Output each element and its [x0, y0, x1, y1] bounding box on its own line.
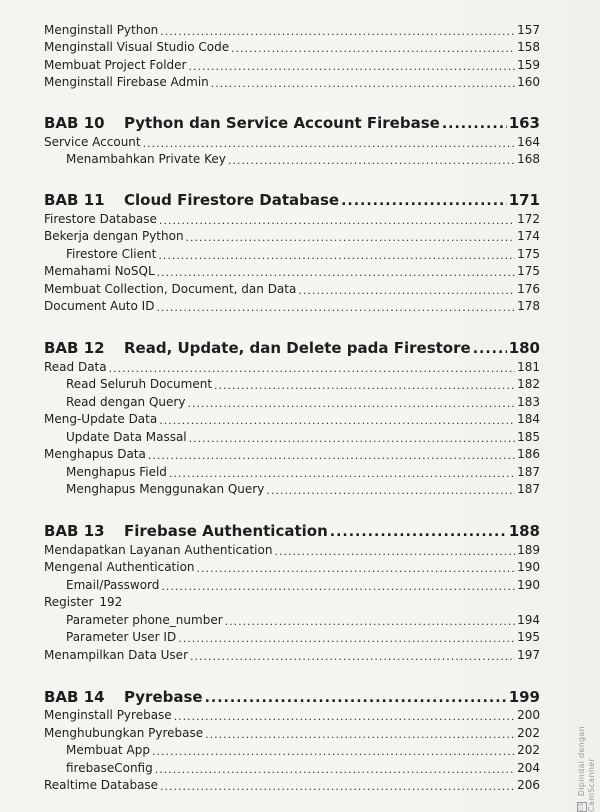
toc-subentry[interactable]	[44, 244, 540, 262]
entry-page: 206	[517, 778, 540, 792]
toc-entry[interactable]	[44, 445, 540, 463]
leader-dots	[330, 524, 507, 540]
entry-title: Menampilkan Data User	[44, 647, 188, 662]
entry-title: Menghapus Data	[44, 447, 146, 461]
toc-subentry[interactable]	[44, 610, 540, 628]
entry-title: Firestore Database	[44, 211, 157, 226]
leader-dots	[109, 362, 515, 375]
entry-page: 168	[517, 152, 540, 166]
entry-title: Membuat Project Folder	[44, 57, 187, 72]
entry-title: Parameter phone_number	[66, 612, 223, 627]
toc-subentry[interactable]	[44, 392, 540, 410]
entry-title: Meng-Update Data	[44, 412, 158, 426]
toc-subentry[interactable]	[44, 758, 540, 776]
chapter-label: BAB 12	[44, 339, 105, 357]
leader-dots	[189, 432, 515, 445]
leader-dots	[187, 397, 515, 410]
leader-dots	[160, 25, 515, 38]
toc-subentry[interactable]	[44, 462, 540, 480]
toc-entry[interactable]	[44, 723, 540, 741]
leader-dots	[228, 154, 515, 167]
toc-entry[interactable]	[44, 645, 540, 663]
entry-page: 184	[517, 412, 540, 426]
entry-title: Document Auto ID	[44, 299, 155, 313]
leader-dots	[152, 745, 515, 758]
entry-page: 197	[517, 647, 540, 662]
toc-subentry[interactable]	[44, 150, 540, 168]
entry-title: Menginstall Firebase Admin	[44, 75, 209, 89]
entry-title: Read Data	[44, 359, 107, 374]
spacer	[44, 90, 540, 110]
leader-dots	[225, 615, 515, 628]
leader-dots	[214, 379, 515, 392]
entry-title: Menginstall Visual Studio Code	[44, 40, 230, 54]
toc-entry[interactable]	[44, 55, 540, 73]
leader-dots	[159, 414, 515, 427]
entry-title: firebaseConfig	[66, 760, 153, 775]
watermark-text: Dipindai dengan CamScanner	[577, 726, 596, 812]
entry-page: 158	[517, 40, 540, 54]
entry-page: 189	[517, 542, 540, 557]
toc-entry[interactable]	[44, 593, 540, 611]
entry-page: 200	[517, 708, 540, 722]
chapter-label: BAB 13	[44, 522, 105, 540]
leader-dots	[473, 341, 507, 357]
leader-dots	[169, 467, 515, 480]
entry-page: 194	[517, 612, 540, 627]
leader-dots	[159, 214, 515, 227]
entry-title: Realtime Database	[44, 778, 159, 792]
leader-dots	[155, 763, 515, 776]
leader-dots	[341, 193, 507, 209]
chapter-page: 188	[508, 522, 540, 540]
leader-dots	[442, 116, 507, 132]
chapter-heading[interactable]	[44, 110, 540, 132]
entry-title: Service Account	[44, 134, 141, 149]
entry-page: 181	[517, 359, 540, 374]
toc-entry[interactable]	[44, 262, 540, 280]
entry-page: 157	[517, 22, 540, 37]
leader-dots	[266, 484, 515, 497]
entry-page: 164	[517, 134, 540, 149]
entry-title: Mendapatkan Layanan Authentication	[44, 542, 273, 557]
spacer	[44, 314, 540, 335]
entry-page: 182	[517, 377, 540, 391]
toc-subentry[interactable]	[44, 741, 540, 759]
entry-page: 185	[517, 429, 540, 444]
chapter-heading[interactable]	[44, 335, 540, 357]
entry-title: Register	[44, 595, 94, 609]
camscanner-watermark	[577, 680, 596, 812]
entry-page: 190	[517, 560, 540, 574]
chapter-page: 180	[508, 339, 540, 357]
leader-dots	[205, 690, 507, 706]
spacer	[44, 497, 540, 518]
toc-entry[interactable]	[44, 540, 540, 558]
entry-page: 195	[517, 630, 540, 644]
leader-dots	[156, 301, 515, 314]
chapter-heading[interactable]	[44, 518, 540, 540]
entry-title: Membuat App	[66, 743, 150, 757]
entry-title: Bekerja dengan Python	[44, 229, 184, 243]
entry-title: Membuat Collection, Document, dan Data	[44, 281, 297, 296]
entry-page: 202	[517, 743, 540, 757]
entry-page: 172	[517, 211, 540, 226]
entry-title: Read dengan Query	[66, 394, 186, 409]
leader-dots	[160, 780, 515, 793]
toc-entry[interactable]	[44, 776, 540, 794]
leader-dots	[197, 562, 516, 575]
leader-dots	[205, 728, 515, 741]
camscanner-logo-icon: CS	[578, 802, 585, 811]
entry-title: Read Seluruh Document	[66, 377, 213, 391]
chapter-label: BAB 14	[44, 687, 105, 706]
entry-title: Firestore Client	[66, 246, 157, 261]
chapter-heading[interactable]	[44, 187, 540, 209]
leader-dots	[174, 710, 515, 723]
chapter-label: BAB 11	[44, 191, 105, 209]
toc-entry[interactable]	[44, 227, 540, 245]
leader-dots	[211, 77, 515, 90]
leader-dots	[158, 249, 515, 262]
leader-dots	[161, 580, 515, 593]
entry-title: Menghubungkan Pyrebase	[44, 725, 204, 740]
leader-dots	[143, 137, 515, 150]
entry-page: 175	[517, 246, 540, 261]
entry-title: Email/Password	[66, 577, 160, 592]
chapter-page: 171	[508, 191, 540, 209]
toc-entry[interactable]	[44, 73, 540, 91]
entry-page: 175	[517, 264, 540, 278]
chapter-page: 163	[508, 114, 540, 132]
entry-page: 160	[517, 75, 540, 89]
leader-dots	[231, 42, 515, 55]
toc-subentry[interactable]	[44, 427, 540, 445]
entry-page: 187	[517, 464, 540, 479]
leader-dots	[186, 231, 516, 244]
spacer	[44, 663, 540, 684]
entry-page: 192	[99, 595, 123, 609]
chapter-title: Firebase Authentication	[124, 522, 328, 540]
entry-title: Menghapus Menggunakan Query	[66, 482, 265, 496]
toc-entry[interactable]	[44, 209, 540, 227]
entry-title: Menghapus Field	[66, 464, 167, 479]
entry-page: 183	[517, 394, 540, 409]
entry-page: 174	[517, 229, 540, 243]
leader-dots	[148, 449, 515, 462]
toc-entry[interactable]	[44, 706, 540, 724]
entry-title: Menginstall Pyrebase	[44, 708, 172, 722]
leader-dots	[274, 545, 515, 558]
entry-page: 204	[517, 760, 540, 775]
toc-subentry[interactable]	[44, 480, 540, 498]
table-of-contents	[44, 20, 540, 793]
toc-entry[interactable]	[44, 38, 540, 56]
entry-page: 178	[517, 299, 540, 313]
spacer	[44, 167, 540, 187]
leader-dots	[188, 60, 515, 73]
toc-entry[interactable]	[44, 20, 540, 38]
toc-entry[interactable]	[44, 357, 540, 375]
toc-subentry[interactable]	[44, 375, 540, 393]
chapter-title: Pyrebase	[124, 687, 203, 706]
entry-page: 159	[517, 57, 540, 72]
entry-page: 186	[517, 447, 540, 461]
entry-page: 202	[517, 725, 540, 740]
toc-subentry[interactable]	[44, 628, 540, 646]
toc-subentry[interactable]	[44, 575, 540, 593]
entry-title: Menambahkan Private Key	[66, 152, 226, 166]
chapter-heading[interactable]	[44, 684, 540, 706]
leader-dots	[298, 284, 515, 297]
entry-title: Mengenal Authentication	[44, 560, 195, 574]
chapter-page: 199	[508, 687, 540, 706]
chapter-title: Read, Update, dan Delete pada Firestore	[124, 339, 471, 357]
entry-title: Parameter User ID	[66, 630, 177, 644]
toc-entry[interactable]	[44, 279, 540, 297]
leader-dots	[157, 266, 515, 279]
toc-entry[interactable]	[44, 132, 540, 150]
entry-title: Update Data Massal	[66, 429, 187, 444]
toc-entry[interactable]	[44, 558, 540, 576]
entry-title: Memahami NoSQL	[44, 264, 155, 278]
leader-dots	[190, 650, 515, 663]
entry-title: Menginstall Python	[44, 22, 159, 37]
entry-page: 187	[517, 482, 540, 496]
toc-entry[interactable]	[44, 297, 540, 315]
leader-dots	[178, 632, 515, 645]
entry-page: 176	[517, 281, 540, 296]
chapter-label: BAB 10	[44, 114, 105, 132]
entry-page: 190	[517, 577, 540, 592]
chapter-title: Python dan Service Account Firebase	[124, 114, 440, 132]
chapter-title: Cloud Firestore Database	[124, 191, 340, 209]
toc-entry[interactable]	[44, 410, 540, 428]
